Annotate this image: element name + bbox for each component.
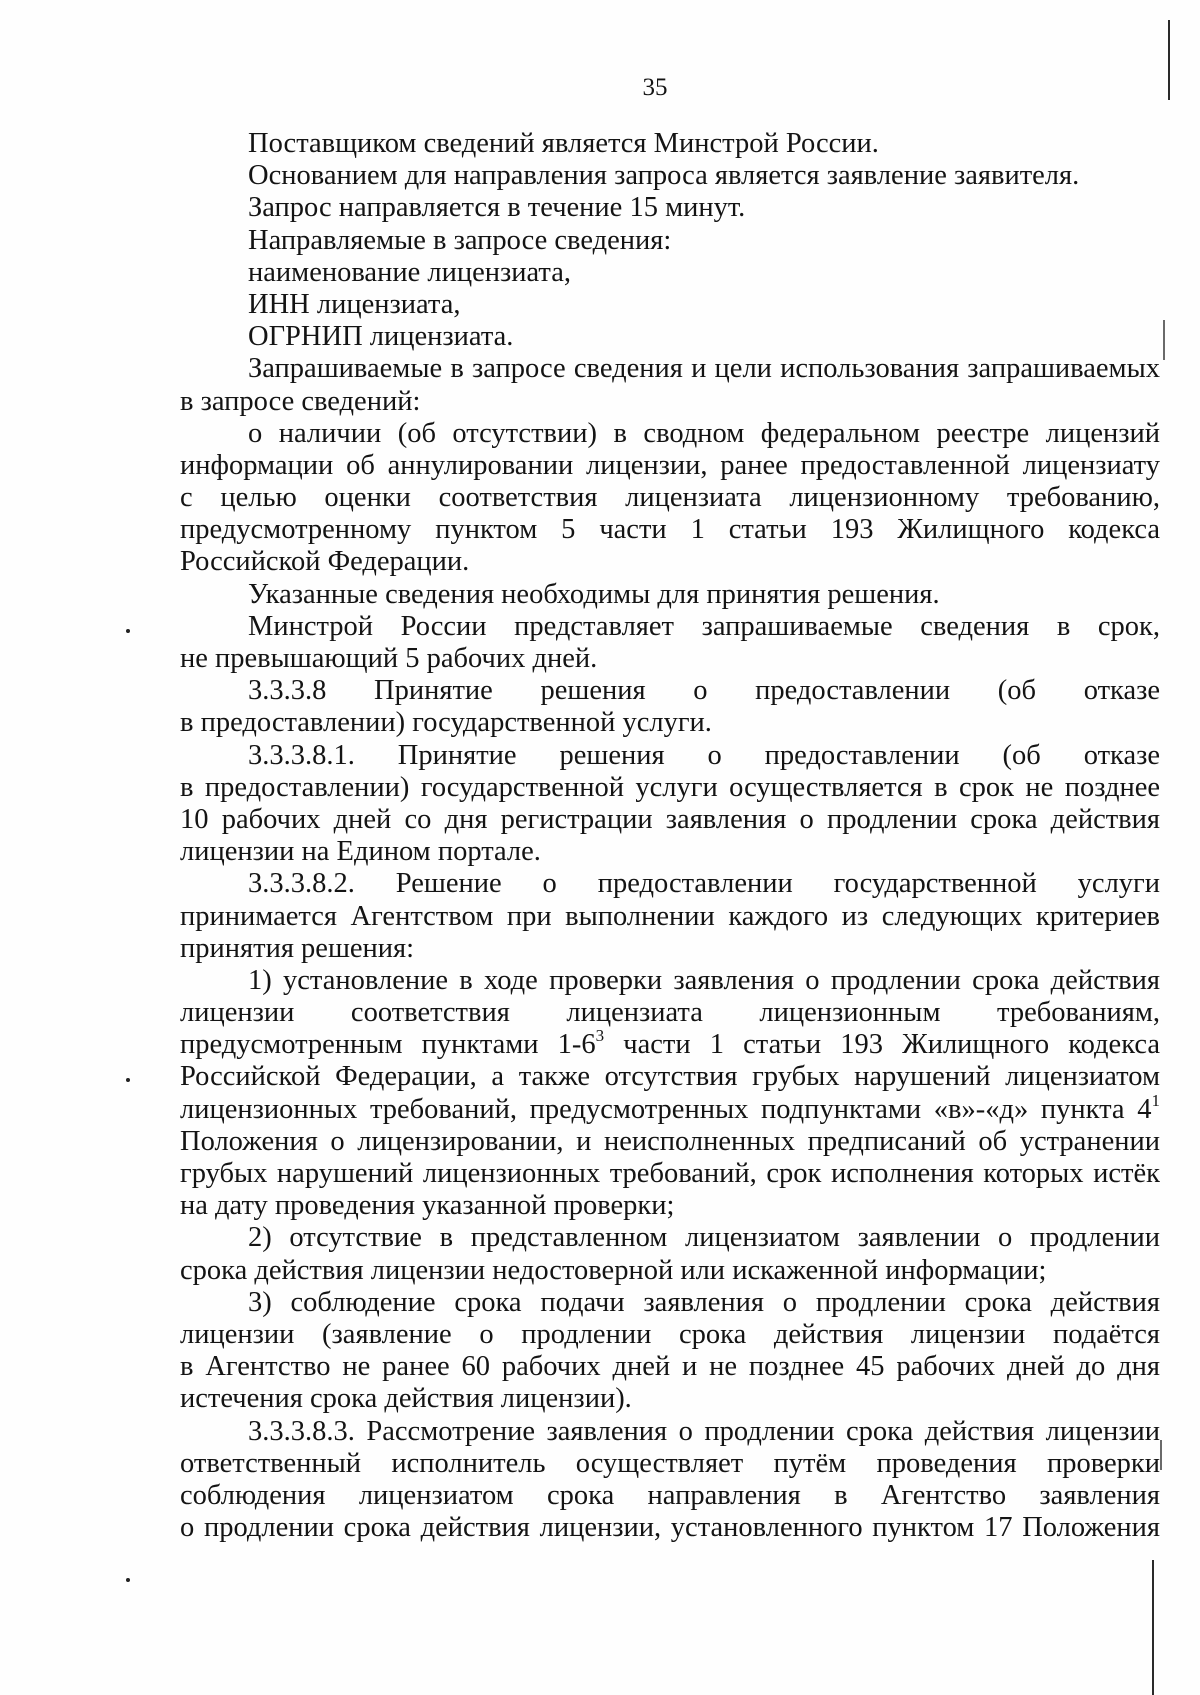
text-line-content: не превышающий 5 рабочих дней.: [180, 643, 598, 674]
text-line: [180, 225, 1160, 257]
text-line: [180, 997, 1160, 1029]
text-line-content: 1) установление в ходе проверки заявления о продлении срока действия: [248, 964, 1160, 996]
text-line: [180, 1416, 1160, 1448]
text-line: [180, 1287, 1160, 1319]
text-line: [180, 1061, 1160, 1093]
text-line: [180, 1094, 1160, 1126]
text-line-content: информации об аннулировании лицензии, ранее предоставленной лицензиату: [180, 449, 1160, 481]
text-line: [180, 128, 1160, 160]
text-line: [180, 1158, 1160, 1190]
text-line-content: о наличии (об отсутствии) в сводном федеральном реестре лицензий: [248, 417, 1160, 449]
text-line-content: лицензионных требований, предусмотренных подпунктами «в»-«д» пункта 4: [180, 1093, 1152, 1125]
text-line-content: с целью оценки соответствия лицензиата лицензионному требованию,: [180, 482, 1160, 514]
text-line-content: 10 рабочих дней со дня регистрации заявления о продлении срока действия: [180, 803, 1160, 835]
text-line: [180, 1512, 1160, 1544]
text-line-content: Российской Федерации, а также отсутствия грубых нарушений лицензиатом: [180, 1061, 1160, 1093]
text-line-content: предусмотренным пунктами 1-6: [180, 1029, 596, 1061]
text-line: [180, 965, 1160, 997]
text-line: [180, 321, 1160, 353]
text-line: [180, 1222, 1160, 1254]
text-line-content: в предоставлении) государственной услуги.: [180, 707, 712, 739]
text-line-content: истечения срока действия лицензии).: [180, 1383, 632, 1415]
text-line: [180, 1383, 1160, 1415]
text-line: [180, 482, 1160, 514]
text-line-content: в предоставлении) государственной услуги осуществляется в срок не позднее: [180, 771, 1160, 803]
text-line-content: Направляемые в запросе сведения:: [248, 224, 672, 256]
scan-edge-mark: [1160, 1440, 1162, 1470]
superscript: 3: [595, 1029, 605, 1046]
scan-edge-line: [1152, 1560, 1154, 1695]
text-line-content: 2) отсутствие в представленном лицензиатом заявлении о продлении: [248, 1222, 1160, 1254]
text-line-content: Положения о лицензировании, и неисполненных предписаний об устранении: [180, 1125, 1160, 1157]
text-line-content: грубых нарушений лицензионных требований, срок исполнения которых истёк: [180, 1158, 1160, 1189]
text-line: [180, 1480, 1160, 1512]
text-line-content: 3.3.3.8.3. Рассмотрение заявления о продлении срока действия лицензии: [248, 1415, 1160, 1447]
text-line-content: о продлении срока действия лицензии, установленного пунктом 17 Положения: [180, 1512, 1160, 1544]
text-line-content: Указанные сведения необходимы для принятия решения.: [248, 578, 940, 610]
text-line: [180, 386, 1160, 418]
document-body: [180, 128, 1160, 1544]
text-line-content: принятия решения:: [180, 932, 415, 964]
text-line: [180, 450, 1160, 482]
scan-edge-line: [1168, 20, 1170, 100]
text-line: [180, 418, 1160, 450]
text-line: [180, 1126, 1160, 1158]
text-line: [180, 1351, 1160, 1383]
text-line: [180, 289, 1160, 321]
text-line-content: лицензии (заявление о продлении срока действия лицензии подаётся: [180, 1318, 1160, 1350]
text-line-content: принимается Агентством при выполнении каждого из следующих критериев: [180, 900, 1160, 932]
text-line-content: ОГРНИП лицензиата.: [248, 321, 514, 353]
text-line: [180, 1255, 1160, 1287]
text-line-content: соблюдения лицензиатом срока направления в Агентство заявления: [180, 1479, 1160, 1511]
text-line-content: Российской Федерации.: [180, 546, 470, 578]
text-line: [180, 643, 1160, 675]
scan-speck: [126, 1078, 130, 1082]
text-line: [180, 868, 1160, 900]
text-line-content: Минстрой России представляет запрашиваемые сведения в срок,: [248, 610, 1160, 642]
text-line-content: части 1 статьи 193 Жилищного кодекса: [604, 1029, 1160, 1061]
text-line: [180, 353, 1160, 385]
text-line-content: срока действия лицензии недостоверной или искаженной информации;: [180, 1254, 1047, 1286]
text-line: [180, 1319, 1160, 1351]
text-line: [180, 675, 1160, 707]
text-line-content: 3.3.3.8.2. Решение о предоставлении государственной услуги: [248, 868, 1160, 900]
text-line: [180, 772, 1160, 804]
text-line-content: лицензии соответствия лицензиата лицензионным требованиям,: [180, 997, 1160, 1029]
text-line: [180, 257, 1160, 289]
text-line-content: на дату проведения указанной проверки;: [180, 1190, 675, 1222]
text-line-content: Запрос направляется в течение 15 минут.: [248, 192, 746, 224]
scan-speck: [126, 1578, 130, 1582]
text-line: [180, 192, 1160, 224]
text-line: [180, 514, 1160, 546]
text-line: [180, 836, 1160, 868]
text-line: [180, 160, 1160, 192]
text-line-content: ИНН лицензиата,: [248, 288, 461, 320]
text-line-content: Поставщиком сведений является Минстрой России.: [248, 128, 879, 159]
page-number: 35: [642, 74, 668, 101]
scan-edge-mark: [1163, 320, 1165, 360]
text-line-content: 3) соблюдение срока подачи заявления о продлении срока действия: [248, 1286, 1160, 1318]
text-line-content: ответственный исполнитель осуществляет путём проведения проверки: [180, 1447, 1160, 1479]
text-line-content: лицензии на Едином портале.: [180, 836, 541, 868]
text-line: [180, 611, 1160, 643]
text-line: [180, 804, 1160, 836]
text-line-content: в Агентство не ранее 60 рабочих дней и не позднее 45 рабочих дней до дня: [180, 1351, 1160, 1383]
text-line: [180, 579, 1160, 611]
text-line: [180, 933, 1160, 965]
text-line-content: предусмотренному пунктом 5 части 1 статьи 193 Жилищного кодекса: [180, 514, 1160, 546]
text-line: [180, 546, 1160, 578]
text-line: [180, 1029, 1160, 1061]
text-line: [180, 707, 1160, 739]
text-line: [180, 740, 1160, 772]
text-line-content: 3.3.3.8 Принятие решения о предоставлении (об отказе: [248, 675, 1160, 707]
text-line-content: Запрашиваемые в запросе сведения и цели использования запрашиваемых: [248, 353, 1160, 385]
text-line: [180, 901, 1160, 933]
scan-speck: [126, 629, 130, 633]
text-line-content: наименование лицензиата,: [248, 256, 571, 288]
text-line: [180, 1190, 1160, 1222]
text-line-content: в запросе сведений:: [180, 385, 421, 417]
text-line-content: 3.3.3.8.1. Принятие решения о предоставлении (об отказе: [248, 739, 1160, 771]
text-line: [180, 1448, 1160, 1480]
text-line-content: Основанием для направления запроса является заявление заявителя.: [248, 160, 1080, 192]
superscript: 1: [1151, 1093, 1160, 1110]
